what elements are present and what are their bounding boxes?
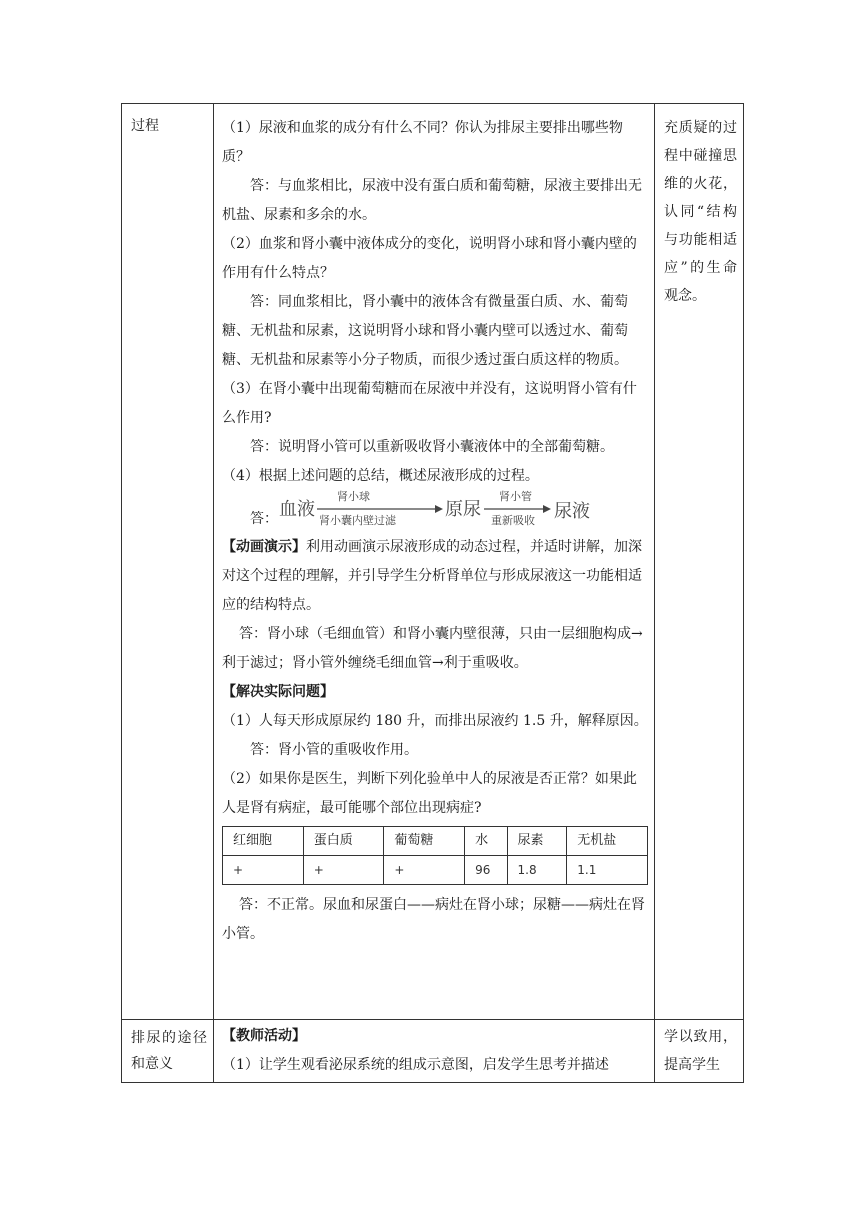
teacher-activity-1: （1）让学生观看泌尿系统的组成示意图，启发学生思考并描述 bbox=[222, 1057, 609, 1073]
answer-structure: 答：肾小球（毛细血管）和肾小囊内壁很薄，只由一层细胞构成→利于滤过；肾小管外缠绕毛细血管→利于重吸收。 bbox=[222, 626, 643, 671]
bracket-heading: 【动画演示】 bbox=[222, 539, 306, 555]
design-intent: 充质疑的过程中碰撞思维的火花，认同“结构与功能相适应”的生命观念。 bbox=[664, 120, 737, 304]
lab-value-cell: 1.1 bbox=[567, 856, 648, 885]
answer-3: 答：说明肾小管可以重新吸收肾小囊液体中的全部葡萄糖。 bbox=[250, 439, 614, 455]
lab-value-row bbox=[223, 856, 648, 885]
diagram-arrowhead-1 bbox=[435, 505, 443, 513]
lesson-plan-table bbox=[121, 103, 744, 1083]
lab-value-cell: + bbox=[384, 856, 465, 885]
section-label: 过程 bbox=[131, 118, 159, 134]
lab-header-cell: 尿素 bbox=[507, 827, 567, 856]
diagram-mid: 原尿 bbox=[445, 499, 481, 520]
urine-formation-diagram bbox=[277, 489, 577, 529]
lab-header-cell: 水 bbox=[465, 827, 507, 856]
lab-header-cell: 红细胞 bbox=[223, 827, 304, 856]
drainage-content bbox=[214, 1020, 654, 1080]
diagram-top1: 肾小球 bbox=[337, 490, 370, 503]
table-row bbox=[122, 104, 744, 1020]
practical-question-1: （1）人每天形成原尿约 180 升，而排出尿液约 1.5 升，解释原因。 bbox=[222, 713, 648, 729]
diagram-bot2: 重新吸收 bbox=[491, 514, 535, 527]
question-3: （3）在肾小囊中出现葡萄糖而在尿液中并没有，这说明肾小管有什么作用? bbox=[222, 381, 637, 426]
design-intent: 学以致用，提高学生 bbox=[664, 1029, 737, 1073]
answer-2: 答：同血浆相比，肾小囊中的液体含有微量蛋白质、水、葡萄糖、无机盐和尿素，这说明肾小球和肾小囊内壁可以透过水、葡萄糖、无机盐和尿素等小分子物质，而很少透过蛋白质这样的物质。 bbox=[222, 294, 628, 368]
bracket-heading: 【解决实际问题】 bbox=[222, 684, 334, 700]
diagram-urine-label: 尿液 bbox=[554, 501, 590, 522]
lab-header-cell: 无机盐 bbox=[567, 827, 648, 856]
lab-value-cell: + bbox=[223, 856, 304, 885]
table-row bbox=[122, 1020, 744, 1083]
section-label: 排尿的途径和意义 bbox=[131, 1030, 207, 1072]
diagram-blood: 血液 bbox=[279, 499, 315, 520]
lab-header-cell: 葡萄糖 bbox=[384, 827, 465, 856]
lab-header-row bbox=[223, 827, 648, 856]
answer-4-label: 答： bbox=[250, 511, 278, 527]
practical-question-2: （2）如果你是医生，判断下列化验单中人的尿液是否正常？如果此人是肾有病症，最可能哪个部位出现病症? bbox=[222, 771, 637, 816]
question-2: （2）血浆和肾小囊中液体成分的变化，说明肾小球和肾小囊内壁的作用有什么特点？ bbox=[222, 236, 637, 281]
lab-report-table bbox=[222, 826, 648, 885]
process-content bbox=[214, 104, 654, 949]
urine-formation-answer bbox=[222, 491, 648, 533]
animation-demo: 【动画演示】利用动画演示尿液形成的动态过程，并适时讲解，加深对这个过程的理解，并引导学生分析肾单位与形成尿液这一功能相适应的结构特点。 bbox=[222, 539, 642, 613]
practical-answer-2: 答：不正常。尿血和尿蛋白——病灶在肾小球；尿糖——病灶在肾小管。 bbox=[222, 897, 645, 942]
practical-answer-1: 答：肾小管的重吸收作用。 bbox=[250, 742, 418, 758]
question-1: （1）尿液和血浆的成分有什么不同？你认为排尿主要排出哪些物质？ bbox=[222, 120, 623, 165]
question-4: （4）根据上述问题的总结，概述尿液形成的过程。 bbox=[222, 468, 539, 484]
lab-header-cell: 蛋白质 bbox=[303, 827, 384, 856]
diagram-top2: 肾小管 bbox=[499, 490, 532, 503]
lab-value-cell: 1.8 bbox=[507, 856, 567, 885]
lab-value-cell: 96 bbox=[465, 856, 507, 885]
answer-1: 答：与血浆相比，尿液中没有蛋白质和葡萄糖，尿液主要排出无机盐、尿素和多余的水。 bbox=[222, 178, 642, 223]
diagram-bot1: 肾小囊内壁过滤 bbox=[319, 514, 396, 527]
bracket-heading: 【教师活动】 bbox=[222, 1028, 306, 1044]
teacher-activity-heading bbox=[222, 1022, 648, 1051]
practical-heading bbox=[222, 678, 648, 707]
diagram-arrowhead-2 bbox=[543, 505, 551, 513]
lab-value-cell: + bbox=[303, 856, 384, 885]
